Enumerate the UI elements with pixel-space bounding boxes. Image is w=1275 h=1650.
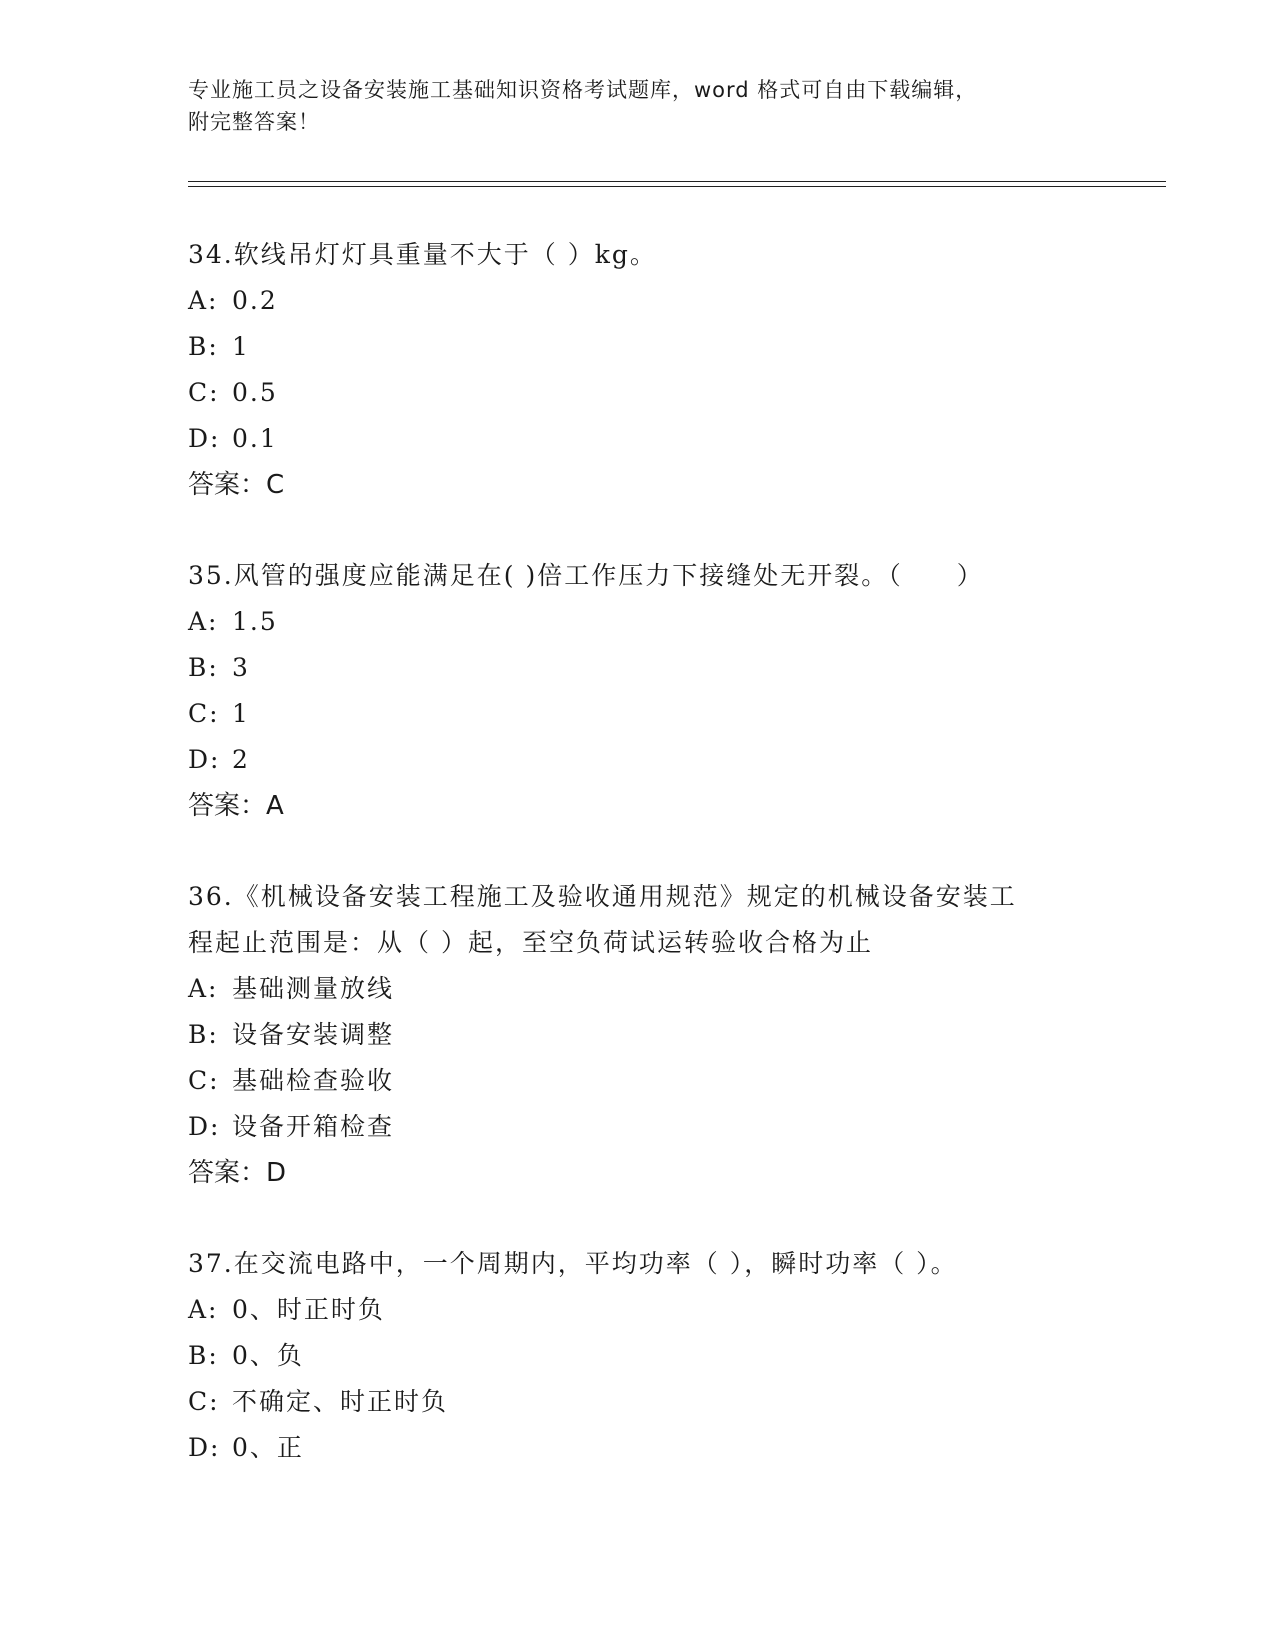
option-letter: C: xyxy=(188,699,220,728)
question-title: 34.软线吊灯灯具重量不大于（ ）kg。 xyxy=(188,240,657,269)
option-a xyxy=(188,278,1088,324)
option-a xyxy=(188,599,1088,645)
option-letter: D: xyxy=(188,1112,221,1141)
option-letter: D: xyxy=(188,1433,221,1462)
option-text: 0.1 xyxy=(232,424,278,453)
option-letter: B: xyxy=(188,1020,219,1049)
option-letter: D: xyxy=(188,745,221,774)
option-text: 不确定、时正时负 xyxy=(232,1387,449,1416)
option-text: 0、正 xyxy=(232,1433,304,1462)
option-text: 2 xyxy=(232,745,250,774)
option-c xyxy=(188,1058,1088,1104)
question-35 xyxy=(188,553,1088,829)
option-c xyxy=(188,1379,1088,1425)
question-37 xyxy=(188,1241,1088,1471)
option-text: 3 xyxy=(232,653,250,682)
option-letter: A: xyxy=(188,1295,219,1324)
option-a xyxy=(188,1287,1088,1333)
option-text: 设备安装调整 xyxy=(232,1020,395,1049)
option-b xyxy=(188,324,1088,370)
question-title: 35.风管的强度应能满足在( )倍工作压力下接缝处无开裂。（ ） xyxy=(188,561,984,590)
option-text: 1.5 xyxy=(232,607,278,636)
header-line-2: 附完整答案！ xyxy=(188,110,320,134)
question-title: 37.在交流电路中，一个周期内，平均功率（ ），瞬时功率（ ）。 xyxy=(188,1249,958,1278)
option-c xyxy=(188,691,1088,737)
option-d xyxy=(188,1104,1088,1150)
option-text: 设备开箱检查 xyxy=(232,1112,395,1141)
option-d xyxy=(188,737,1088,783)
option-letter: A: xyxy=(188,974,219,1003)
question-title-line-2: 程起止范围是：从（ ）起，至空负荷试运转验收合格为止 xyxy=(188,928,873,957)
option-letter: B: xyxy=(188,332,219,361)
document-header xyxy=(188,74,1068,138)
option-letter: A: xyxy=(188,607,219,636)
option-text: 1 xyxy=(232,332,250,361)
header-line-1: 专业施工员之设备安装施工基础知识资格考试题库，word 格式可自由下载编辑， xyxy=(188,78,978,102)
answer: 答案：C xyxy=(188,470,285,500)
option-b xyxy=(188,1333,1088,1379)
option-text: 0、时正时负 xyxy=(232,1295,385,1324)
option-b xyxy=(188,645,1088,691)
option-letter: C: xyxy=(188,378,220,407)
option-text: 1 xyxy=(232,699,250,728)
option-letter: B: xyxy=(188,653,219,682)
option-d xyxy=(188,416,1088,462)
header-divider-bottom xyxy=(188,186,1166,187)
option-a xyxy=(188,966,1088,1012)
question-title-line-1: 36.《机械设备安装工程施工及验收通用规范》规定的机械设备安装工 xyxy=(188,882,1017,911)
option-text: 0、负 xyxy=(232,1341,304,1370)
option-text: 0.2 xyxy=(232,286,278,315)
option-letter: D: xyxy=(188,424,221,453)
option-letter: C: xyxy=(188,1066,220,1095)
option-letter: C: xyxy=(188,1387,220,1416)
header-divider-top xyxy=(188,181,1166,182)
option-text: 0.5 xyxy=(232,378,278,407)
option-letter: A: xyxy=(188,286,219,315)
option-text: 基础测量放线 xyxy=(232,974,395,1003)
option-c xyxy=(188,370,1088,416)
option-letter: B: xyxy=(188,1341,219,1370)
question-34 xyxy=(188,232,1088,508)
option-b xyxy=(188,1012,1088,1058)
question-36 xyxy=(188,874,1088,1196)
option-d xyxy=(188,1425,1088,1471)
option-text: 基础检查验收 xyxy=(232,1066,395,1095)
answer: 答案：A xyxy=(188,791,284,821)
answer: 答案：D xyxy=(188,1158,287,1188)
